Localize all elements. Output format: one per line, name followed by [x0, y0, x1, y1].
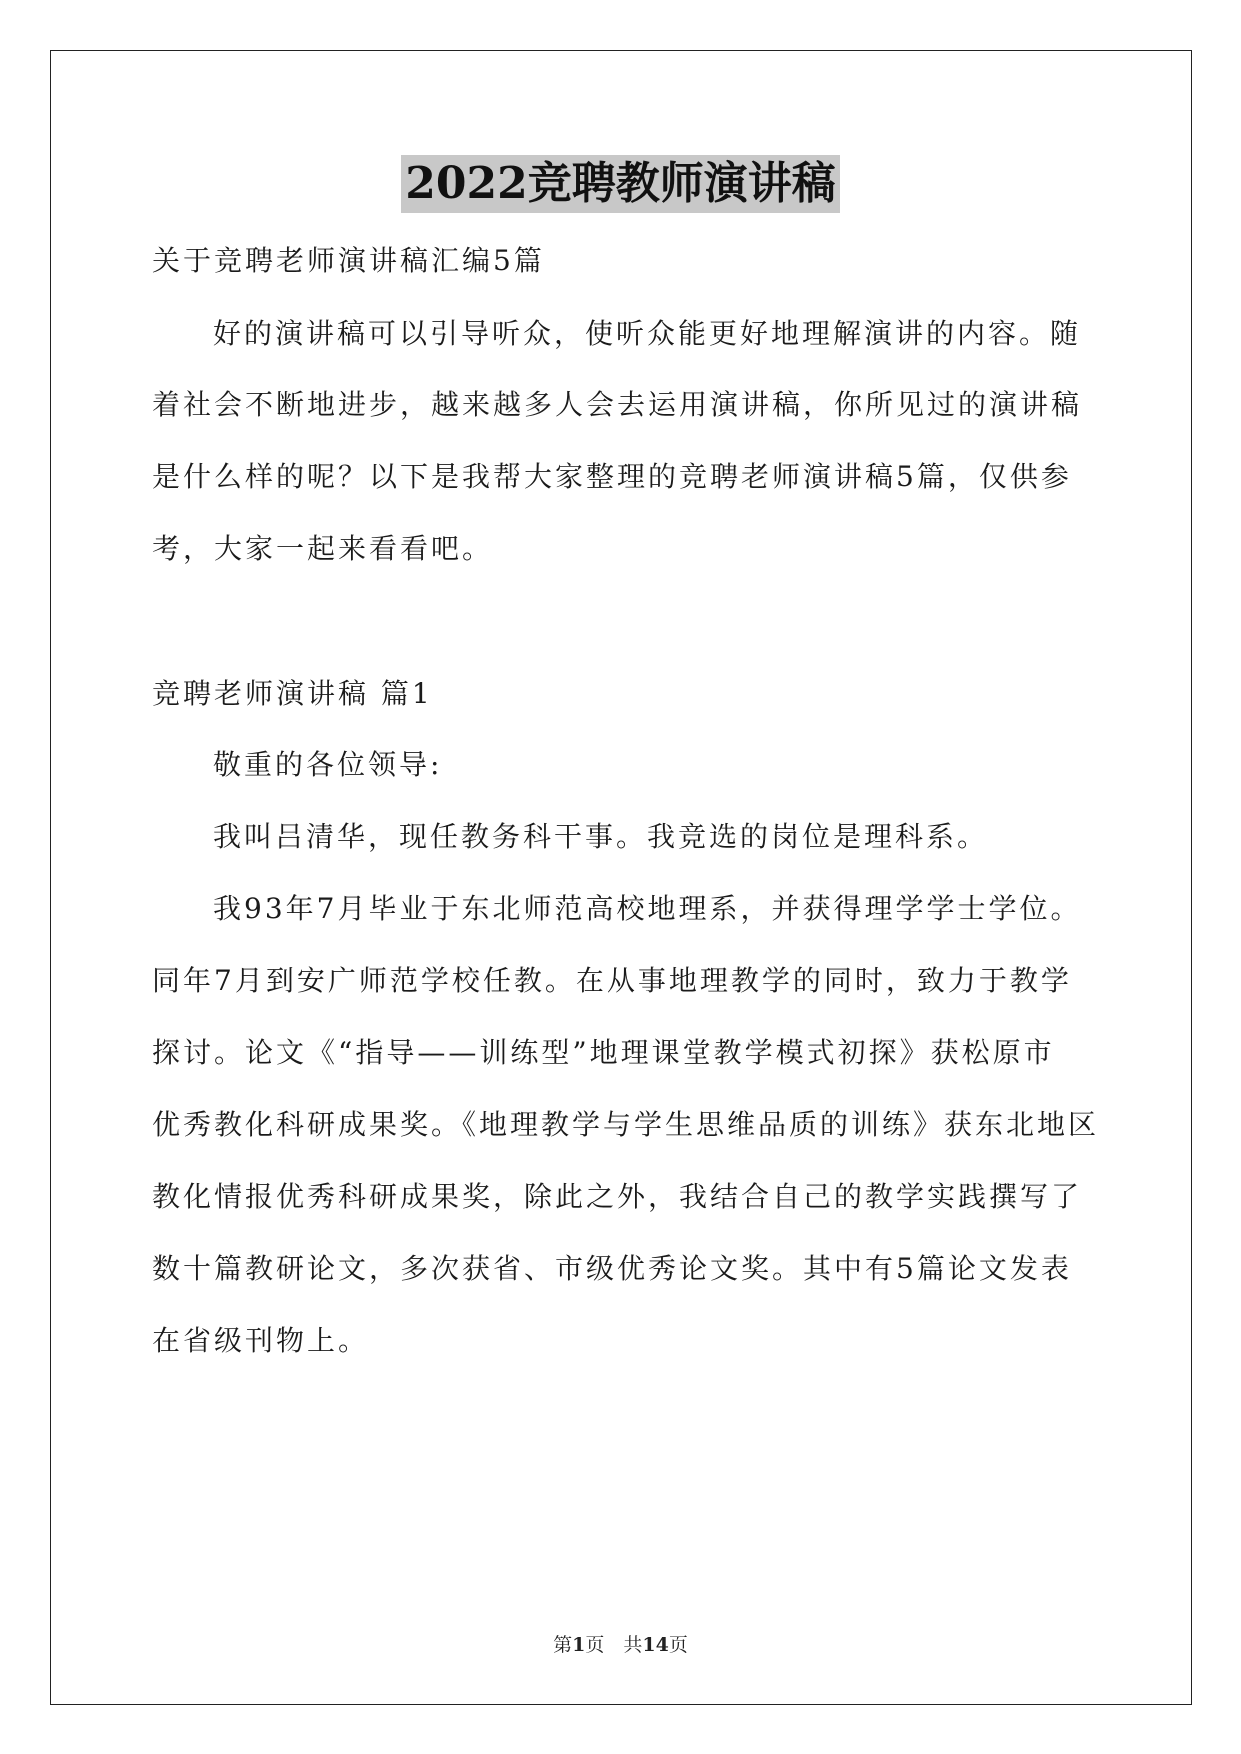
body-line-9: 在省级刊物上。: [152, 1324, 370, 1357]
title-container: [0, 155, 1241, 213]
page-footer: [0, 1630, 1241, 1657]
body-line-1: 敬重的各位领导:: [213, 748, 443, 781]
document-subtitle: 关于竞聘老师演讲稿汇编5篇: [152, 244, 545, 277]
body-line-2: 我叫吕清华，现任教务科干事。我竞选的岗位是理科系。: [213, 820, 989, 853]
body-line-4: 同年7月到安广师范学校任教。在从事地理教学的同时，致力于教学: [152, 964, 1072, 997]
footer-mid: 页 共: [585, 1634, 643, 1656]
intro-line-3: 是什么样的呢？以下是我帮大家整理的竞聘老师演讲稿5篇，仅供参: [152, 460, 1072, 493]
body-line-7: 教化情报优秀科研成果奖，除此之外，我结合自己的教学实践撰写了: [152, 1180, 1083, 1213]
footer-prefix: 第: [553, 1634, 573, 1656]
body-line-5: 探讨。论文《“指导——训练型”地理课堂教学模式初探》获松原市: [152, 1036, 1055, 1069]
page-border: [50, 50, 1192, 1705]
intro-line-4: 考，大家一起来看看吧。: [152, 532, 494, 565]
document-title: 2022竞聘教师演讲稿: [401, 155, 839, 213]
footer-current-page: 1: [572, 1634, 586, 1656]
footer-suffix: 页: [668, 1634, 688, 1656]
body-line-6: 优秀教化科研成果奖。《地理教学与学生思维品质的训练》获东北地区: [152, 1108, 1100, 1141]
intro-line-2: 着社会不断地进步，越来越多人会去运用演讲稿，你所见过的演讲稿: [152, 388, 1083, 421]
body-line-3: 我93年7月毕业于东北师范高校地理系，并获得理学学士学位。: [213, 892, 1082, 925]
intro-line-1: 好的演讲稿可以引导听众，使听众能更好地理解演讲的内容。随: [213, 317, 1082, 350]
body-line-8: 数十篇教研论文，多次获省、市级优秀论文奖。其中有5篇论文发表: [152, 1252, 1072, 1285]
section-heading: 竞聘老师演讲稿 篇1: [152, 677, 433, 710]
footer-total-pages: 14: [642, 1634, 669, 1656]
